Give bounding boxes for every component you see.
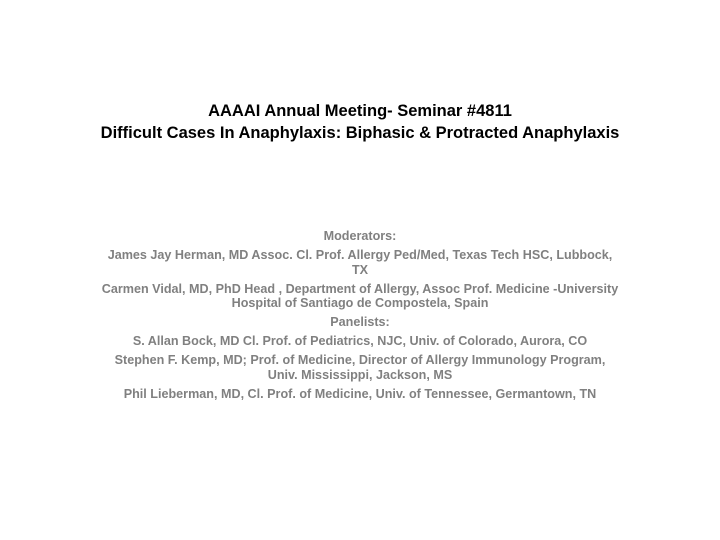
title-line-topic: Difficult Cases In Anaphylaxis: Biphasic & Protracted Anaphylaxis [100, 124, 620, 142]
panelist-entry: S. Allan Bock, MD Cl. Prof. of Pediatrics, NJC, Univ. of Colorado, Aurora, CO [132, 334, 588, 348]
slide-title [60, 100, 660, 144]
moderators-heading: Moderators: [323, 229, 397, 243]
slide-body [100, 229, 620, 406]
moderator-entry: James Jay Herman, MD Assoc. Cl. Prof. Allergy Ped/Med, Texas Tech HSC, Lubbock, TX [107, 248, 613, 277]
panelist-entry: Phil Lieberman, MD, Cl. Prof. of Medicine, Univ. of Tennessee, Germantown, TN [123, 386, 597, 401]
title-line-seminar: AAAAI Annual Meeting- Seminar #4811 [208, 102, 512, 120]
panelists-heading: Panelists: [330, 315, 390, 329]
moderator-entry: Carmen Vidal, MD, PhD Head , Department of Allergy, Assoc Prof. Medicine -University Hospital of Santiago de Compostela, Spain [101, 281, 619, 310]
panelist-entry: Stephen F. Kemp, MD; Prof. of Medicine, Director of Allergy Immunology Program, Univ. Mississippi, Jackson, MS [114, 353, 606, 382]
